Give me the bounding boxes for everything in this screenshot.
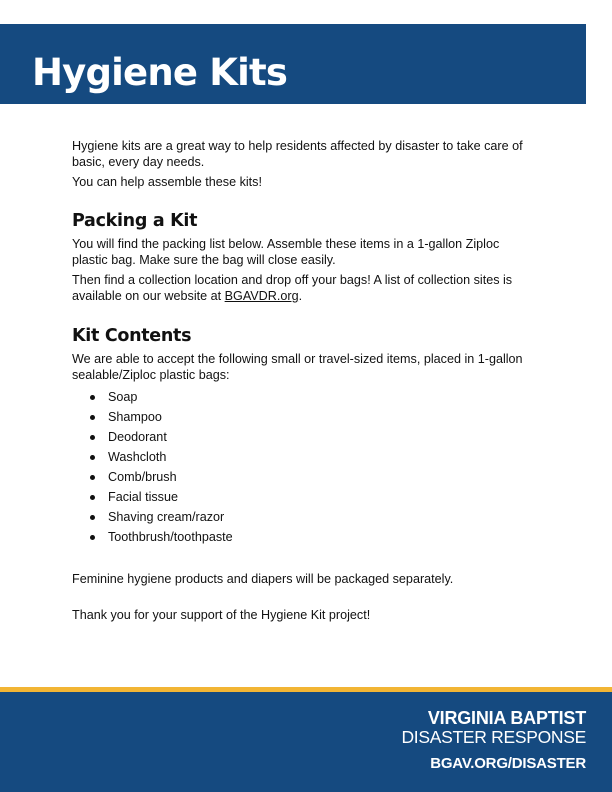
packing-paragraph-2 [72,272,532,304]
bullet-icon [90,495,95,500]
list-item-label: Shampoo [108,410,162,424]
list-item-label: Washcloth [108,450,167,464]
list-item [90,527,532,547]
list-item [90,467,532,487]
bullet-icon [90,535,95,540]
bullet-icon [90,395,95,400]
list-item [90,387,532,407]
packing-paragraph-1: You will find the packing list below. Assemble these items in a 1-gallon Ziploc plastic bag. Make sure the bag will close easily. [72,237,500,267]
document-body [72,138,532,627]
page-title: Hygiene Kits [32,51,288,94]
list-item-label: Soap [108,390,138,404]
list-item-label: Shaving cream/razor [108,510,225,524]
list-item [90,507,532,527]
bullet-icon [90,455,95,460]
packing-heading: Packing a Kit [72,211,198,231]
footer-org-name: VIRGINIA BAPTIST [427,708,586,728]
bgavdr-link[interactable]: BGAVDR.org [224,289,299,303]
list-item [90,447,532,467]
list-item [90,407,532,427]
footer [0,692,612,792]
list-item-label: Toothbrush/toothpaste [108,530,233,544]
thank-you-note: Thank you for your support of the Hygiene Kit project! [72,608,371,622]
contents-intro: We are able to accept the following small or travel-sized items, placed in 1-gallon sealable/Ziploc plastic bags: [72,352,523,382]
packing-paragraph-2-suffix: . [298,289,303,303]
list-item-label: Comb/brush [108,470,177,484]
bullet-icon [90,415,95,420]
separate-packaging-note: Feminine hygiene products and diapers will be packaged separately. [72,572,454,586]
footer-org-subtitle: DISASTER RESPONSE [401,727,586,747]
list-item-label: Facial tissue [108,490,178,504]
list-item [90,487,532,507]
intro-call-to-action: You can help assemble these kits! [72,175,262,189]
contents-heading: Kit Contents [72,326,192,346]
bullet-icon [90,475,95,480]
packing-paragraph-2-prefix: Then find a collection location and drop off your bags! A list of collection sites is available on our website at [72,273,513,303]
bullet-icon [90,435,95,440]
list-item [90,427,532,447]
footer-url-link[interactable]: BGAV.ORG/DISASTER [430,755,586,772]
intro-paragraph: Hygiene kits are a great way to help residents affected by disaster to take care of basic, every day needs. [72,139,523,169]
list-item-label: Deodorant [108,430,167,444]
bullet-icon [90,515,95,520]
kit-contents-list [72,387,532,547]
